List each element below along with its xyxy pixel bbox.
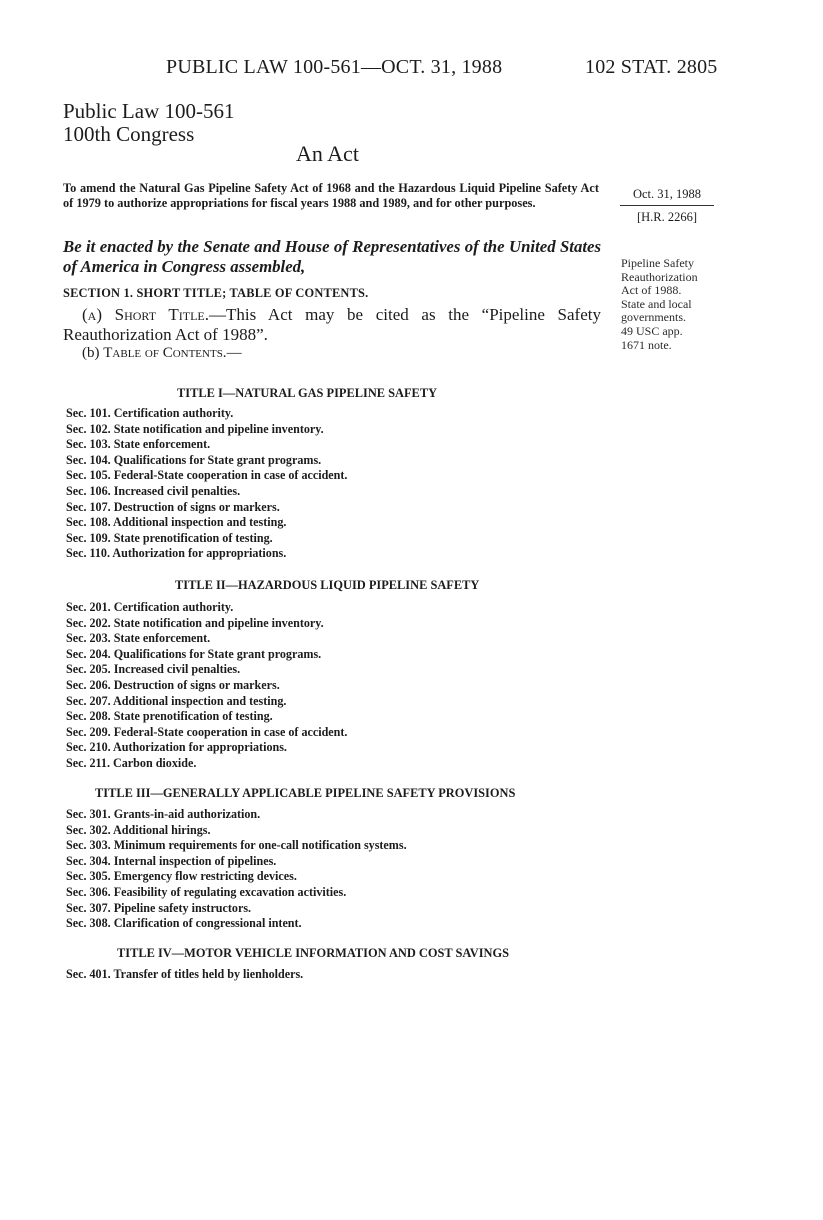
toc-lead-number: (b)	[82, 345, 104, 361]
margin-note-line: Reauthorization	[621, 269, 698, 284]
toc-section-entry: Sec. 107. Destruction of signs or markers.	[66, 499, 280, 514]
toc-section-entry: Sec. 206. Destruction of signs or markers.	[66, 677, 280, 692]
margin-notes	[621, 257, 731, 352]
toc-section-entry: Sec. 303. Minimum requirements for one-call notification systems.	[66, 838, 407, 853]
enactment-date: Oct. 31, 1988	[632, 187, 702, 201]
toc-section-entry: Sec. 101. Certification authority.	[66, 406, 234, 420]
margin-note-line: governments.	[621, 310, 686, 325]
toc-section-entry: Sec. 301. Grants-in-aid authorization.	[66, 807, 261, 821]
margin-note-line: 1671 note.	[621, 337, 672, 352]
toc-section-entry: Sec. 401. Transfer of titles held by lienholders.	[66, 967, 304, 981]
toc-title-heading: TITLE I—NATURAL GAS PIPELINE SAFETY	[177, 386, 438, 400]
toc-section-entry: Sec. 110. Authorization for appropriations.	[66, 546, 287, 561]
toc-section-entry: Sec. 304. Internal inspection of pipelines.	[66, 853, 277, 868]
margin-note-line: Pipeline Safety	[621, 256, 694, 270]
toc-section-entry: Sec. 105. Federal-State cooperation in case of accident.	[66, 468, 348, 483]
toc-section-entry: Sec. 203. State enforcement.	[66, 631, 211, 646]
toc-section-entry: Sec. 209. Federal-State cooperation in case of accident.	[66, 724, 348, 739]
law-identifier	[63, 100, 234, 146]
toc-section-list	[66, 406, 347, 562]
short-title-paragraph	[63, 305, 601, 345]
stat-reference: 102 STAT. 2805	[585, 56, 718, 78]
bill-number: [H.R. 2266]	[636, 210, 698, 224]
toc-lead-dash: —	[226, 345, 242, 361]
toc-section-entry: Sec. 204. Qualifications for State grant programs.	[66, 646, 322, 661]
toc-section-entry: Sec. 210. Authorization for appropriations.	[66, 740, 287, 755]
enacting-clause: Be it enacted by the Senate and House of Representatives of the United States of America in Congress assembled,	[63, 237, 601, 276]
toc-title-heading: TITLE IV—MOTOR VEHICLE INFORMATION AND COST SAVINGS	[117, 946, 509, 960]
toc-section-entry: Sec. 103. State enforcement.	[66, 437, 211, 452]
toc-section-entry: Sec. 106. Increased civil penalties.	[66, 483, 241, 498]
toc-title-heading: TITLE II—HAZARDOUS LIQUID PIPELINE SAFETY	[175, 578, 480, 592]
purpose-statement: To amend the Natural Gas Pipeline Safety Act of 1968 and the Hazardous Liquid Pipeline Safety Act of 1979 to authorize appropriations for fiscal years 1988 and 1989, and for other purposes.	[63, 181, 599, 210]
short-title-lead: (a) Short Title.	[82, 305, 209, 324]
section-1-heading: SECTION 1. SHORT TITLE; TABLE OF CONTENTS.	[63, 286, 369, 300]
toc-lead-label: Table of Contents.	[103, 345, 227, 361]
table-of-contents-lead	[82, 345, 242, 362]
running-head: PUBLIC LAW 100-561—OCT. 31, 1988	[166, 56, 503, 78]
toc-section-entry: Sec. 305. Emergency flow restricting devices.	[66, 869, 297, 884]
toc-section-entry: Sec. 208. State prenotification of testing.	[66, 709, 273, 724]
toc-section-entry: Sec. 205. Increased civil penalties.	[66, 662, 241, 677]
margin-note-line: Act of 1988.	[621, 283, 682, 298]
toc-section-entry: Sec. 201. Certification authority.	[66, 600, 234, 614]
toc-title-heading: TITLE III—GENERALLY APPLICABLE PIPELINE SAFETY PROVISIONS	[95, 786, 516, 800]
margin-note-line: 49 USC app.	[621, 323, 683, 338]
toc-section-entry: Sec. 108. Additional inspection and testing.	[66, 515, 287, 530]
congress-number: 100th Congress	[63, 122, 195, 146]
toc-section-entry: Sec. 104. Qualifications for State grant programs.	[66, 452, 322, 467]
toc-section-entry: Sec. 308. Clarification of congressional intent.	[66, 916, 302, 931]
toc-section-list	[66, 967, 303, 983]
enactment-date-note	[620, 187, 714, 225]
toc-section-entry: Sec. 109. State prenotification of testing.	[66, 530, 273, 545]
toc-section-list	[66, 600, 347, 772]
toc-section-entry: Sec. 211. Carbon dioxide.	[66, 755, 197, 770]
toc-section-entry: Sec. 207. Additional inspection and testing.	[66, 693, 287, 708]
toc-section-entry: Sec. 307. Pipeline safety instructors.	[66, 900, 252, 915]
toc-section-entry: Sec. 302. Additional hirings.	[66, 822, 211, 837]
short-title-text: —This Act may be cited as the “Pipeline Safety Reauthorization Act of 1988”.	[63, 305, 601, 344]
margin-note-line: State and local	[621, 296, 692, 311]
date-divider	[620, 205, 714, 206]
toc-section-entry: Sec. 202. State notification and pipeline inventory.	[66, 615, 324, 630]
law-number: Public Law 100-561	[63, 99, 235, 123]
toc-section-entry: Sec. 102. State notification and pipeline inventory.	[66, 421, 324, 436]
toc-section-entry: Sec. 306. Feasibility of regulating excavation activities.	[66, 884, 347, 899]
toc-section-list	[66, 807, 407, 932]
act-title: An Act	[296, 141, 359, 166]
